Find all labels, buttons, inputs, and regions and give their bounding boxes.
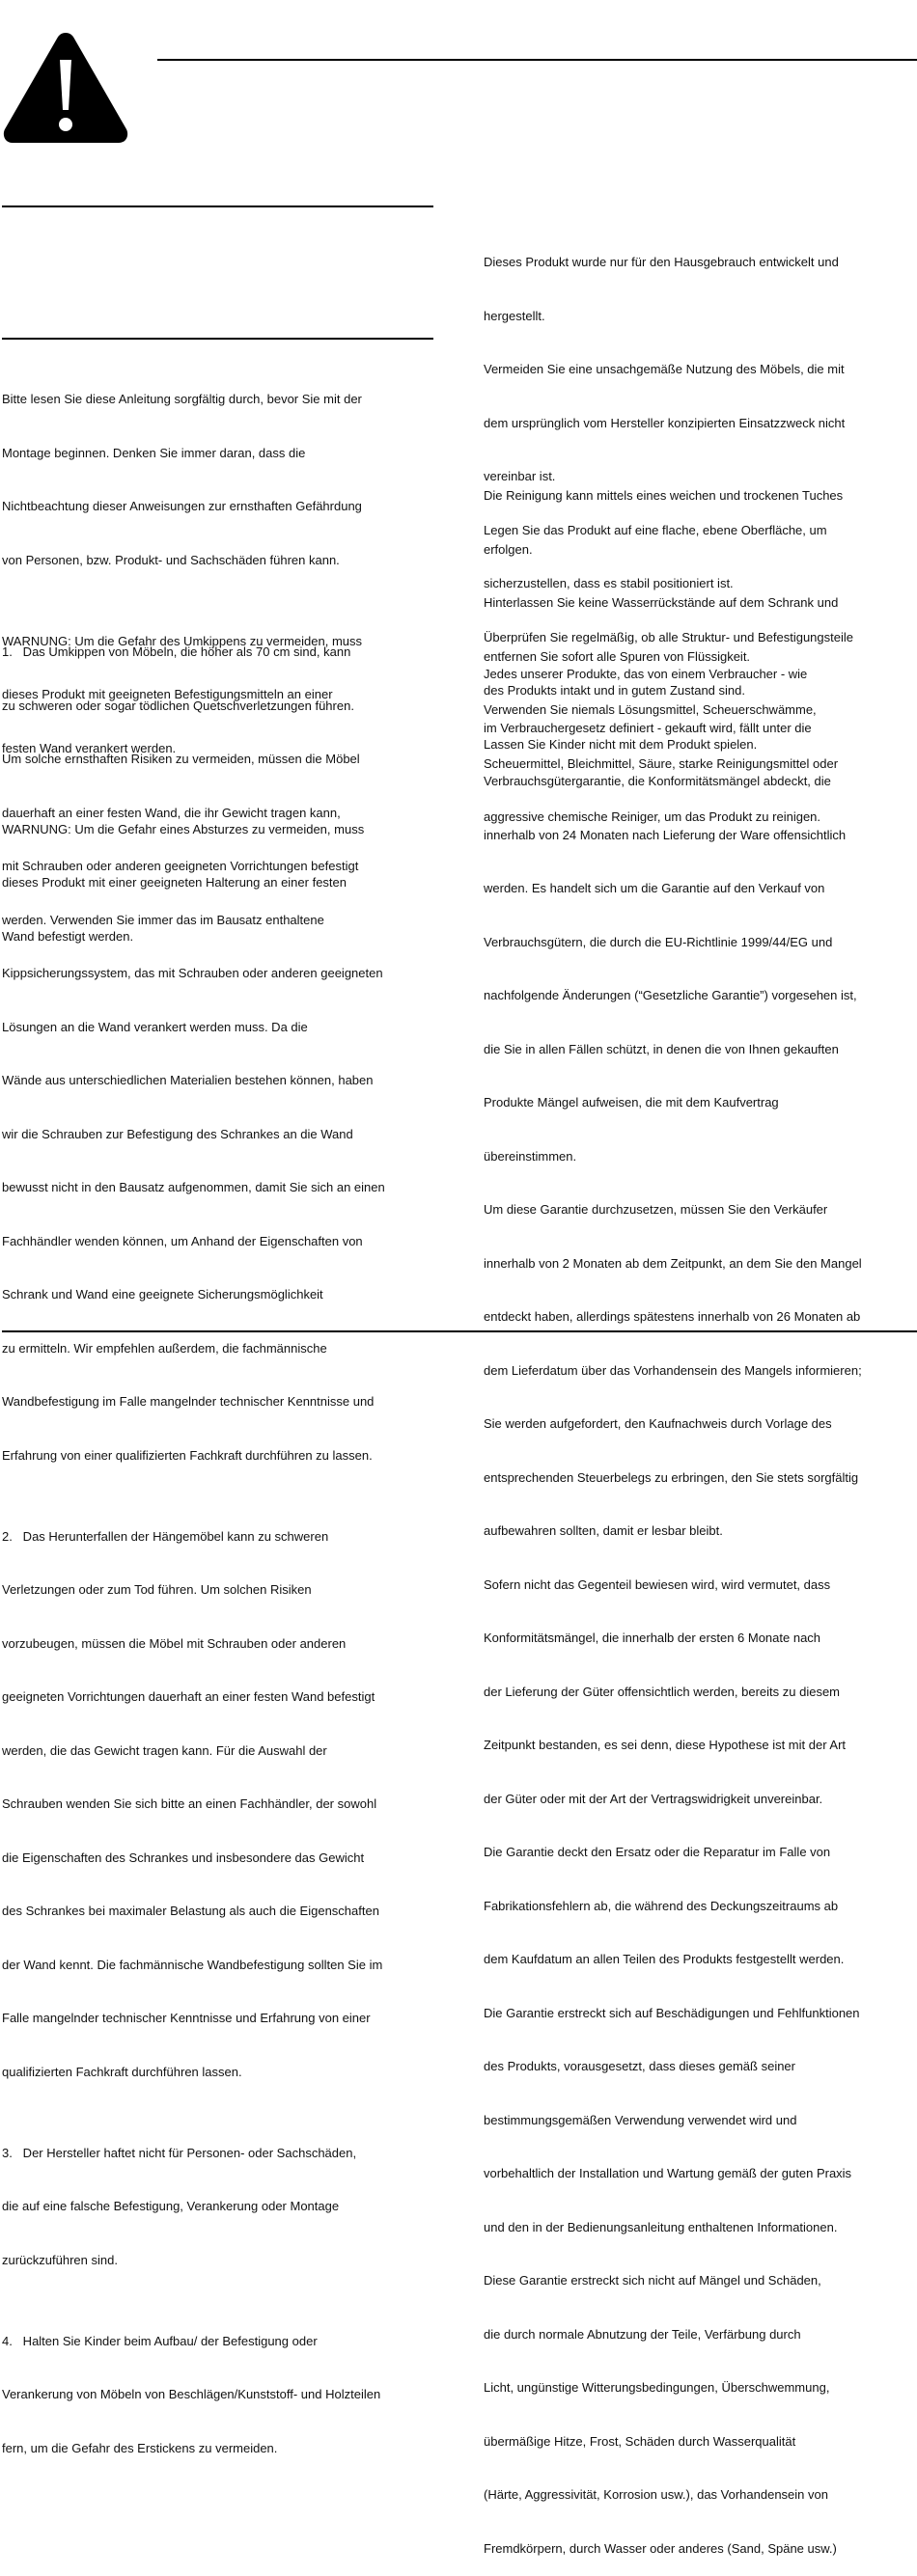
warranty-line: dem Lieferdatum über das Vorhandensein des Mangels informieren; [484,1362,862,1378]
item3-line: zurückzuführen sind. [2,2252,118,2267]
warranty-line: und den in der Bedienungsanleitung enthaltenen Informationen. [484,2219,838,2234]
warranty-line: Produkte Mängel aufweisen, die mit dem Kaufvertrag [484,1095,779,1110]
item1-line: zu ermitteln. Wir empfehlen außerdem, die fachmännische [2,1340,327,1356]
warranty-line: entdeckt haben, allerdings spätestens innerhalb von 26 Monaten ab [484,1309,861,1324]
warranty-line: im Verbrauchergesetz definiert - gekauft wird, fällt unter die [484,720,812,735]
warranty-line: werden. Es handelt sich um die Garantie auf den Verkauf von [484,881,825,895]
item2-line: geeigneten Vorrichtungen dauerhaft an einer festen Wand befestigt [2,1689,375,1704]
warranty-line: nachfolgende Änderungen (“Gesetzliche Garantie”) vorgesehen ist, [484,988,857,1002]
item2-line: werden, die das Gewicht tragen kann. Für die Auswahl der [2,1742,327,1758]
warranty-line: übermäßige Hitze, Frost, Schäden durch Wasserqualität [484,2433,796,2449]
warranty-line: Sie werden aufgefordert, den Kaufnachweis durch Vorlage des [484,1416,832,1431]
item1-line: bewusst nicht in den Bausatz aufgenommen, damit Sie sich an einen [2,1180,385,1194]
item4-line: 4. Halten Sie Kinder beim Aufbau/ der Befestigung oder [2,2333,318,2348]
warranty-line: Diese Garantie erstreckt sich nicht auf Mängel und Schäden, [484,2273,821,2288]
warning2-line: Wand befestigt werden. [2,928,134,944]
warranty-line: bestimmungsgemäßen Verwendung verwendet wird und [484,2112,797,2127]
left-section-rule-1 [2,206,433,207]
item1-line: Wandbefestigung im Falle mangelnder technischer Kenntnisse und [2,1394,375,1409]
warranty-line: innerhalb von 24 Monaten nach Lieferung der Ware offensichtlich [484,827,847,842]
usage-line: hergestellt. [484,308,545,323]
usage-line: sicherzustellen, dass es stabil positioniert ist. [484,576,734,590]
item4-line: fern, um die Gefahr des Erstickens zu vermeiden. [2,2440,278,2455]
item1-line: 1. Das Umkippen von Möbeln, die höher als 70 cm sind, kann [2,644,351,659]
warranty-line: der Güter oder mit der Art der Vertragswidrigkeit unvereinbar. [484,1791,823,1806]
item4-line: Verankerung von Möbeln von Beschlägen/Kunststoff- und Holzteilen [2,2387,381,2401]
warranty-line: Sofern nicht das Gegenteil bewiesen wird, wird vermutet, dass [484,1576,831,1592]
warranty-line: Fabrikationsfehlern ab, die während des Deckungszeitraums ab [484,1898,839,1913]
warning-icon [0,27,131,147]
warranty-line: Zeitpunkt bestanden, es sei denn, diese Hypothese ist mit der Art [484,1738,847,1752]
item3-line: die auf eine falsche Befestigung, Verankerung oder Montage [2,2199,340,2213]
warranty-line: Die Garantie erstreckt sich auf Beschädigungen und Fehlfunktionen [484,2005,860,2020]
cleaning-line: entfernen Sie sofort alle Spuren von Flüssigkeit. [484,648,751,664]
warranty-line: Jedes unserer Produkte, das von einem Verbraucher - wie [484,667,808,681]
warranty-line: die Sie in allen Fällen schützt, in denen die von Ihnen gekauften [484,1041,839,1056]
warranty-line: aufbewahren sollten, damit er lesbar bleibt. [484,1523,723,1538]
usage-line: des Produkts intakt und in gutem Zustand sind. [484,683,745,698]
warranty-line: Fremdkörpern, durch Wasser oder anderes (Sand, Späne usw.) [484,2540,837,2556]
item1-line: zu schweren oder sogar tödlichen Quetschverletzungen führen. [2,698,354,713]
item2-line: vorzubeugen, müssen die Möbel mit Schrauben oder anderen [2,1635,347,1651]
item2-line: Verletzungen oder zum Tod führen. Um solchen Risiken [2,1582,312,1597]
cleaning-line: aggressive chemische Reiniger, um das Produkt zu reinigen. [484,809,821,824]
numbered-items-block [2,608,446,2476]
usage-line: Lassen Sie Kinder nicht mit dem Produkt spielen. [484,736,758,752]
item2-line: die Eigenschaften des Schrankes und insbesondere das Gewicht [2,1850,365,1865]
warranty-line: die durch normale Abnutzung der Teile, Verfärbung durch [484,2326,801,2342]
warning1-line: dieses Produkt mit geeigneten Befestigungsmitteln an einer [2,687,333,701]
usage-line: Vermeiden Sie eine unsachgemäße Nutzung des Möbels, die mit [484,362,845,376]
item2-line: der Wand kennt. Die fachmännische Wandbefestigung sollten Sie im [2,1957,383,1972]
item2-line: des Schrankes bei maximaler Belastung als auch die Eigenschaften [2,1904,379,1918]
item1-line: wir die Schrauben zur Befestigung des Schrankes an die Wand [2,1126,353,1141]
left-section-rule-2 [2,338,433,340]
warning2-line: dieses Produkt mit einer geeigneten Halterung an einer festen [2,875,347,890]
warranty-line: des Produkts, vorausgesetzt, dass dieses gemäß seiner [484,2059,795,2073]
usage-line: vereinbar ist. [484,469,556,483]
item2-line: Falle mangelnder technischer Kenntnisse und Erfahrung von einer [2,2011,371,2025]
intro-line: Montage beginnen. Denken Sie immer daran, dass die [2,445,306,460]
item1-line: Kippsicherungssystem, das mit Schrauben oder anderen geeigneten [2,966,383,980]
item1-line: Lösungen an die Wand verankert werden muss. Da die [2,1019,308,1034]
intro-line: von Personen, bzw. Produkt- und Sachschäden führen kann. [2,552,340,567]
warranty-line: Verbrauchsgütern, die durch die EU-Richtlinie 1999/44/EG und [484,934,833,949]
warranty-block [484,630,917,2576]
warranty-line: der Lieferung der Güter offensichtlich werden, bereits zu diesem [484,1684,841,1699]
cleaning-line: Verwenden Sie niemals Lösungsmittel, Scheuerschwämme, [484,702,817,717]
cleaning-line: Hinterlassen Sie keine Wasserrückstände auf dem Schrank und [484,595,839,610]
intro-line: Nichtbeachtung dieser Anweisungen zur ernsthaften Gefährdung [2,499,362,513]
warranty-line: übereinstimmen. [484,1148,577,1164]
usage-line: Dieses Produkt wurde nur für den Hausgebrauch entwickelt und [484,255,839,269]
usage-line: dem ursprünglich vom Hersteller konzipierten Einsatzzweck nicht [484,415,846,430]
cleaning-line: Die Reinigung kann mittels eines weichen und trockenen Tuches [484,488,844,503]
warranty-line: Verbrauchsgütergarantie, die Konformitätsmängel abdeckt, die [484,774,831,788]
warranty-line: Konformitätsmängel, die innerhalb der ersten 6 Monate nach [484,1631,821,1645]
item1-line: mit Schrauben oder anderen geeigneten Vorrichtungen befestigt [2,859,359,873]
warranty-line: Um diese Garantie durchzusetzen, müssen Sie den Verkäufer [484,1202,828,1217]
item2-line: Schrauben wenden Sie sich bitte an einen Fachhändler, der sowohl [2,1796,377,1811]
item1-line: Um solche ernsthaften Risiken zu vermeiden, müssen die Möbel [2,752,360,766]
item1-line: Wände aus unterschiedlichen Materialien bestehen können, haben [2,1073,374,1087]
warranty-line: Licht, ungünstige Witterungsbedingungen, Überschwemmung, [484,2380,830,2395]
item1-line: Schrank und Wand eine geeignete Sicherungsmöglichkeit [2,1287,323,1302]
cleaning-line: erfolgen. [484,541,533,557]
item1-line: dauerhaft an einer festen Wand, die ihr Gewicht tragen kann, [2,805,341,820]
cleaning-line: Scheuermittel, Bleichmittel, Säure, starke Reinigungsmittel oder [484,755,839,771]
warning1-line: WARNUNG: Um die Gefahr des Umkippens zu vermeiden, muss [2,633,363,648]
usage-line: Überprüfen Sie regelmäßig, ob alle Struktur- und Befestigungsteile [484,629,853,644]
item1-line: Erfahrung von einer qualifizierten Fachkraft durchführen zu lassen. [2,1447,373,1463]
warning2-line: WARNUNG: Um die Gefahr eines Absturzes zu vermeiden, muss [2,821,365,836]
top-rule [157,59,917,61]
warranty-line: (Härte, Aggressivität, Korrosion usw.), das Vorhandensein von [484,2487,828,2502]
item2-line: qualifizierten Fachkraft durchführen lassen. [2,2064,242,2079]
warranty-line: dem Kaufdatum an allen Teilen des Produkts festgestellt werden. [484,1952,845,1966]
item1-line: Fachhändler wenden können, um Anhand der Eigenschaften von [2,1233,363,1248]
item3-line: 3. Der Hersteller haftet nicht für Personen- oder Sachschäden, [2,2145,357,2160]
warranty-line: Die Garantie deckt den Ersatz oder die Reparatur im Falle von [484,1845,831,1859]
warranty-line: innerhalb von 2 Monaten ab dem Zeitpunkt, an dem Sie den Mangel [484,1255,862,1271]
item1-line: werden. Verwenden Sie immer das im Bausatz enthaltene [2,912,324,927]
warranty-line: entsprechenden Steuerbelegs zu erbringen, den Sie stets sorgfältig [484,1469,859,1485]
usage-line: Legen Sie das Produkt auf eine flache, ebene Oberfläche, um [484,522,827,537]
warranty-line: vorbehaltlich der Installation und Wartung gemäß der guten Praxis [484,2166,852,2180]
item2-line: 2. Das Herunterfallen der Hängemöbel kann zu schweren [2,1528,329,1544]
intro-line: Bitte lesen Sie diese Anleitung sorgfältig durch, bevor Sie mit der [2,392,362,406]
warning1-line: festen Wand verankert werden. [2,740,177,755]
